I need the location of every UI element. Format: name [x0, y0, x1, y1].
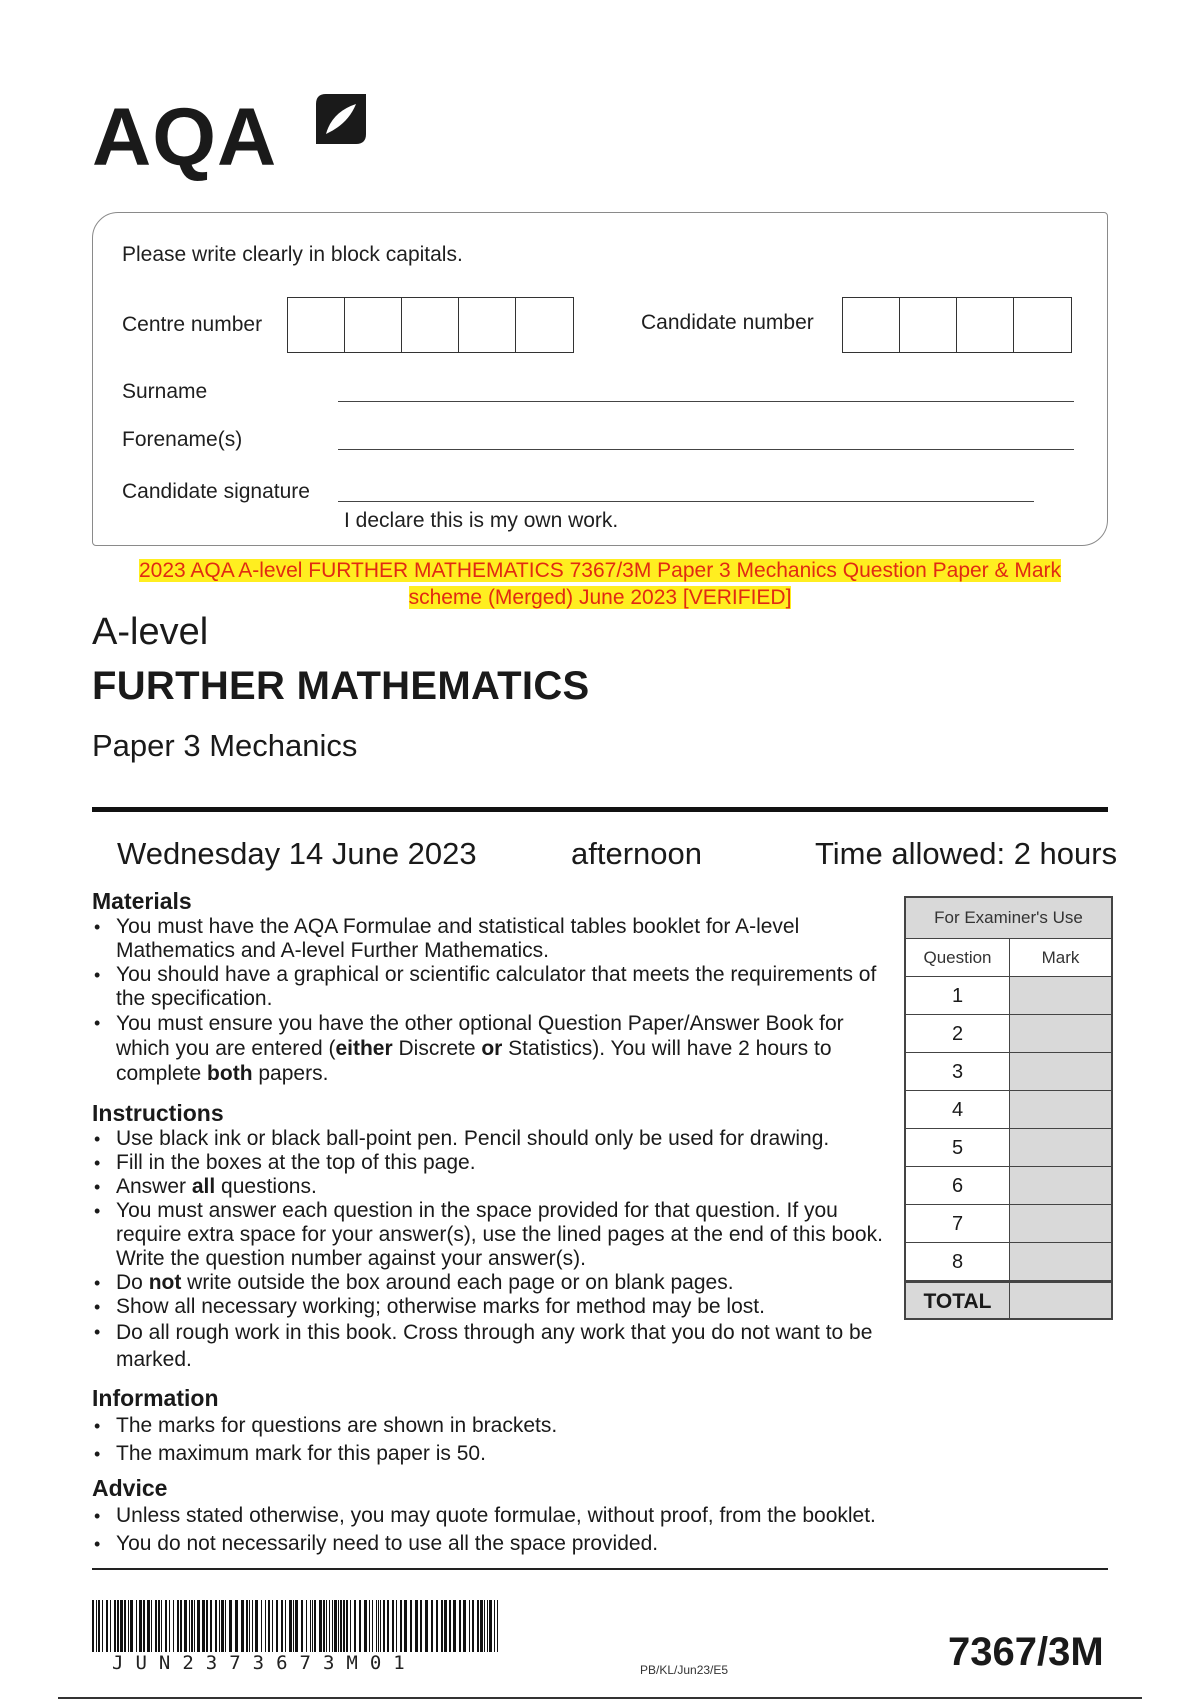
- centre-number-label: Centre number: [122, 313, 263, 336]
- block-capitals-instruction: Please write clearly in block capitals.: [122, 243, 463, 266]
- centre-number-digit[interactable]: [516, 298, 573, 352]
- list-item: • Fill in the boxes at the top of this page.: [92, 1151, 892, 1175]
- bottom-divider: [58, 1697, 1142, 1699]
- list-item: • Unless stated otherwise, you may quote formulae, without proof, from the booklet.: [92, 1502, 1092, 1530]
- table-row: [906, 1091, 1111, 1129]
- table-row: [906, 1053, 1111, 1091]
- total-row: [906, 1281, 1111, 1318]
- table-header-row: [906, 939, 1111, 977]
- list-item: • You must have the AQA Formulae and statistical tables booklet for A-level Mathematics and A-level Further Mathematics.: [92, 915, 882, 963]
- list-item: • You must ensure you have the other optional Question Paper/Answer Book for which you are entered (either Discrete or Statistics). You will have 2 hours to complete both papers.: [92, 1011, 882, 1086]
- table-row: [906, 1129, 1111, 1167]
- instructions-heading: Instructions: [92, 1100, 224, 1126]
- centre-number-field[interactable]: [287, 297, 574, 353]
- instructions-section: [92, 1100, 892, 1373]
- surname-label: Surname: [122, 380, 208, 403]
- list-item: • You do not necessarily need to use all the space provided.: [92, 1530, 1092, 1558]
- question-number: 4: [906, 1091, 1010, 1128]
- list-item: • The marks for questions are shown in brackets.: [92, 1412, 892, 1440]
- information-section: [92, 1385, 892, 1468]
- total-mark-cell: [1010, 1283, 1111, 1318]
- forenames-label: Forename(s): [122, 428, 243, 451]
- table-row: [906, 1015, 1111, 1053]
- surname-field[interactable]: [338, 401, 1074, 402]
- information-heading: Information: [92, 1385, 219, 1411]
- question-number: 7: [906, 1205, 1010, 1242]
- aqa-logo: [92, 88, 362, 188]
- thick-divider: [92, 807, 1108, 812]
- declaration-text: I declare this is my own work.: [344, 509, 619, 532]
- table-row: [906, 1243, 1111, 1281]
- subject-title: FURTHER MATHEMATICS: [92, 664, 590, 708]
- mark-cell: [1010, 1129, 1111, 1166]
- candidate-number-digit[interactable]: [957, 298, 1014, 352]
- table-row: [906, 1205, 1111, 1243]
- footer-reference: PB/KL/Jun23/E5: [640, 1663, 729, 1677]
- list-item: • Answer all questions.: [92, 1175, 892, 1199]
- mark-column-header: Mark: [1010, 939, 1111, 976]
- centre-number-digit[interactable]: [459, 298, 516, 352]
- exam-date: Wednesday 14 June 2023: [117, 836, 477, 871]
- candidate-number-digit[interactable]: [1014, 298, 1071, 352]
- advice-section: [92, 1475, 1092, 1558]
- banner-line-2: scheme (Merged) June 2023 [VERIFIED]: [408, 586, 792, 609]
- time-allowed: Time allowed: 2 hours: [815, 836, 1118, 871]
- signature-label: Candidate signature: [122, 480, 310, 503]
- mark-cell: [1010, 1091, 1111, 1128]
- question-column-header: Question: [906, 939, 1010, 976]
- question-number: 1: [906, 977, 1010, 1014]
- examiners-use-title: For Examiner's Use: [906, 898, 1111, 939]
- centre-number-digit[interactable]: [288, 298, 345, 352]
- highlighted-banner: [100, 557, 1100, 611]
- materials-heading: Materials: [92, 888, 192, 914]
- forenames-field[interactable]: [338, 449, 1074, 450]
- mark-cell: [1010, 1243, 1111, 1280]
- centre-number-digit[interactable]: [402, 298, 459, 352]
- barcode-text: JUN2373673M01: [112, 1652, 417, 1674]
- advice-heading: Advice: [92, 1475, 168, 1501]
- barcode-icon: [92, 1600, 502, 1652]
- list-item: • Use black ink or black ball-point pen. Pencil should only be used for drawing.: [92, 1127, 892, 1151]
- list-item: • You should have a graphical or scientific calculator that meets the requirements of the specification.: [92, 963, 882, 1011]
- question-number: 3: [906, 1053, 1010, 1090]
- candidate-number-digit[interactable]: [900, 298, 957, 352]
- table-row: [906, 1167, 1111, 1205]
- paper-title: Paper 3 Mechanics: [92, 728, 358, 763]
- thin-divider: [92, 1568, 1108, 1570]
- logo-text: AQA: [92, 92, 278, 183]
- list-item: • You must answer each question in the space provided for that question. If you require extra space for your answer(s), use the lined pages at the end of this book. Write the question number against your answer(s).: [92, 1199, 892, 1271]
- level-title: A-level: [92, 611, 209, 653]
- candidate-details-box: [92, 212, 1108, 546]
- centre-number-digit[interactable]: [345, 298, 402, 352]
- examiners-use-table: [904, 896, 1113, 1320]
- mark-cell: [1010, 1015, 1111, 1052]
- logo-mark-icon: [312, 90, 370, 148]
- candidate-number-label: Candidate number: [641, 311, 814, 334]
- materials-section: [92, 888, 882, 1086]
- question-number: 2: [906, 1015, 1010, 1052]
- list-item: • Do all rough work in this book. Cross through any work that you do not want to be marked.: [92, 1319, 892, 1373]
- candidate-number-field[interactable]: [842, 297, 1072, 353]
- mark-cell: [1010, 1205, 1111, 1242]
- banner-line-1: 2023 AQA A-level FURTHER MATHEMATICS 7367/3M Paper 3 Mechanics Question Paper & Mark: [138, 559, 1062, 582]
- question-number: 6: [906, 1167, 1010, 1204]
- mark-cell: [1010, 977, 1111, 1014]
- question-number: 5: [906, 1129, 1010, 1166]
- paper-code: 7367/3M: [948, 1630, 1104, 1674]
- question-number: 8: [906, 1243, 1010, 1280]
- list-item: • The maximum mark for this paper is 50.: [92, 1440, 892, 1468]
- list-item: • Show all necessary working; otherwise marks for method may be lost.: [92, 1295, 892, 1319]
- list-item: • Do not write outside the box around each page or on blank pages.: [92, 1271, 892, 1295]
- mark-cell: [1010, 1053, 1111, 1090]
- candidate-number-digit[interactable]: [843, 298, 900, 352]
- total-label: TOTAL: [906, 1283, 1010, 1318]
- table-row: [906, 977, 1111, 1015]
- signature-field[interactable]: [338, 501, 1034, 502]
- mark-cell: [1010, 1167, 1111, 1204]
- exam-session: afternoon: [571, 836, 702, 871]
